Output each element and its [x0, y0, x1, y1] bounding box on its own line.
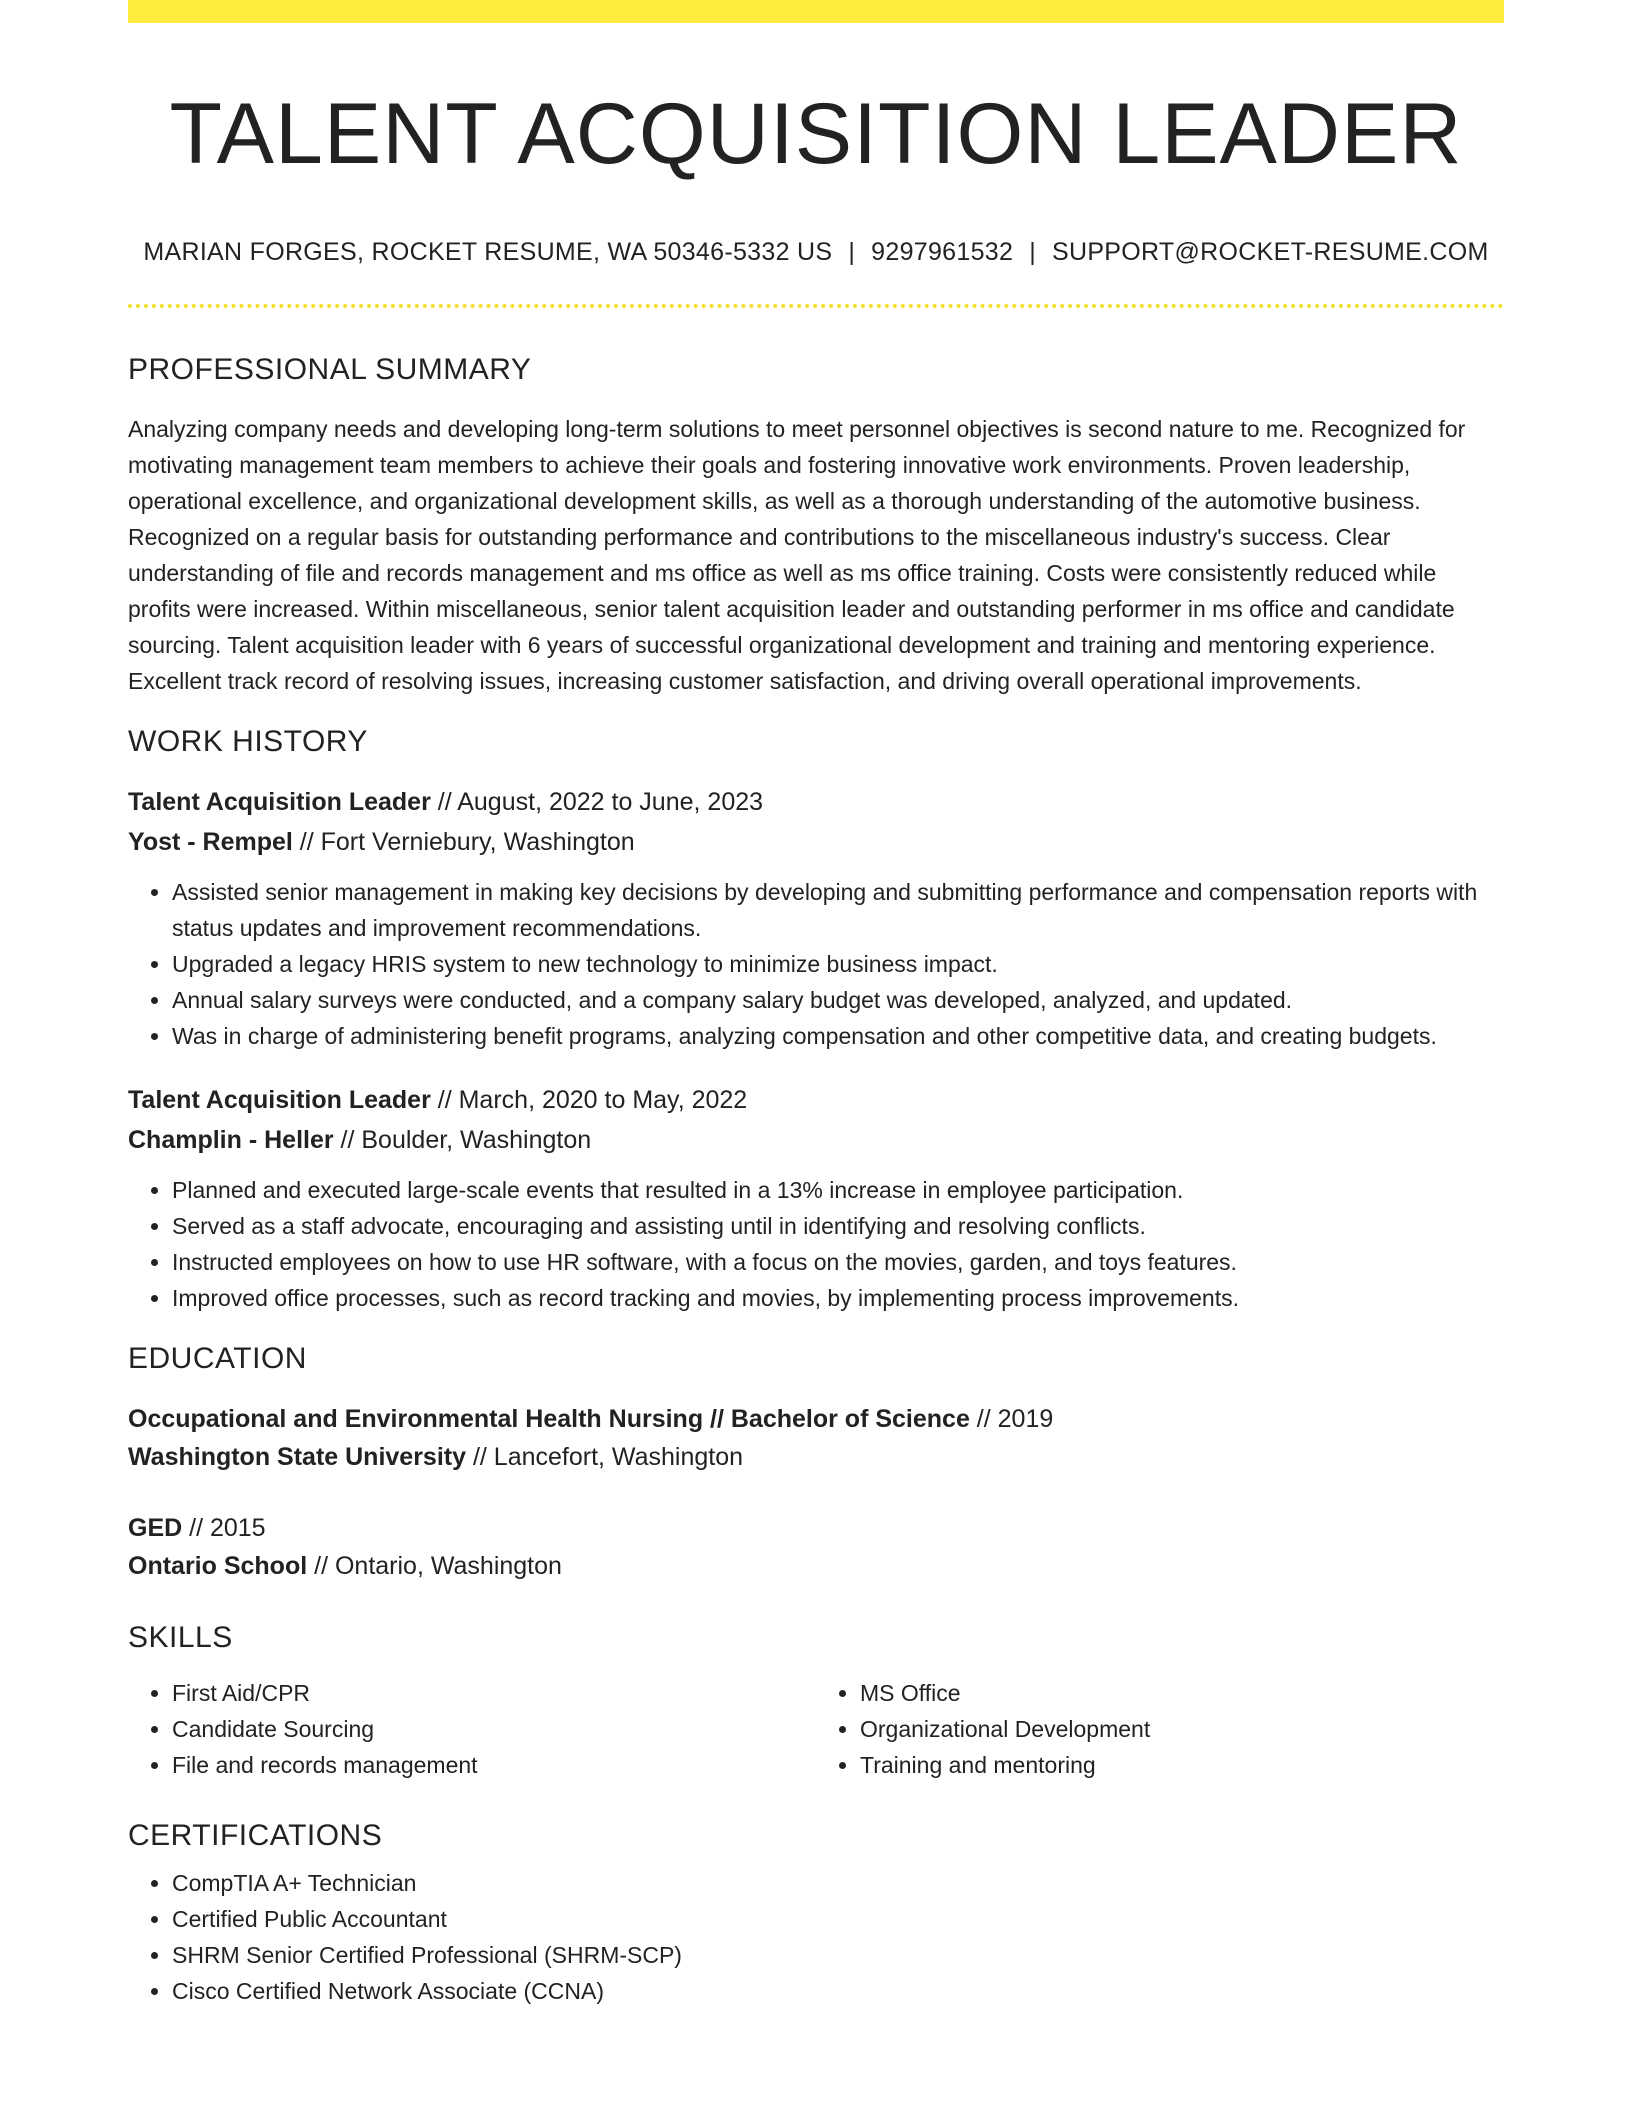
certifications-heading: CERTIFICATIONS — [128, 1819, 383, 1853]
job-location: // Boulder, Washington — [333, 1126, 592, 1155]
list-item: • CompTIA A+ Technician — [172, 1865, 1504, 1901]
contact-email: SUPPORT@ROCKET-RESUME.COM — [1052, 237, 1489, 266]
list-item: • Upgraded a legacy HRIS system to new technology to minimize business impact. — [172, 946, 1504, 982]
list-item: • Certified Public Accountant — [172, 1901, 1504, 1937]
job-company-line — [128, 1120, 1504, 1160]
contact-phone: 9297961532 — [871, 237, 1014, 266]
education-school-line — [128, 1438, 1504, 1476]
contact-info — [128, 236, 1504, 269]
education-location: // Ontario, Washington — [307, 1552, 562, 1581]
list-item: • Was in charge of administering benefit programs, analyzing compensation and other competitive data, and creating budgets. — [172, 1018, 1504, 1054]
job-location: // Fort Verniebury, Washington — [292, 828, 635, 857]
job-dates: // August, 2022 to June, 2023 — [430, 788, 764, 817]
education-entry — [128, 1509, 1504, 1585]
job-company-line — [128, 822, 1504, 862]
resume-page — [128, 0, 1504, 2009]
education-year: // 2019 — [969, 1405, 1054, 1434]
work-history-heading: WORK HISTORY — [128, 725, 368, 759]
skills-column-left — [128, 1675, 816, 1783]
certifications-list — [128, 1865, 1504, 2009]
education-school: Washington State University — [128, 1443, 467, 1472]
list-item: • Assisted senior management in making key decisions by developing and submitting performance and compensation reports with status updates and improvement recommendations. — [172, 874, 1504, 946]
skills-column-right — [816, 1675, 1504, 1783]
job-company: Champlin - Heller — [128, 1126, 334, 1155]
list-item: • Instructed employees on how to use HR software, with a focus on the movies, garden, and toys features. — [172, 1244, 1504, 1280]
education-degree: GED — [128, 1514, 183, 1543]
job-bullets — [128, 874, 1504, 1054]
job-dates: // March, 2020 to May, 2022 — [430, 1086, 748, 1115]
contact-separator: | — [1029, 237, 1036, 266]
education-degree-line — [128, 1400, 1504, 1438]
education-location: // Lancefort, Washington — [466, 1443, 744, 1472]
list-item: • Training and mentoring — [860, 1747, 1504, 1783]
education-degree: Occupational and Environmental Health Nursing // Bachelor of Science — [128, 1405, 970, 1434]
skills-heading: SKILLS — [128, 1621, 233, 1655]
job-title: Talent Acquisition Leader — [128, 1086, 431, 1115]
list-item: • Served as a staff advocate, encouraging and assisting until in identifying and resolving conflicts. — [172, 1208, 1504, 1244]
job-title: Talent Acquisition Leader — [128, 788, 431, 817]
contact-address: MARIAN FORGES, ROCKET RESUME, WA 50346-5332 US — [143, 237, 833, 266]
job-entry — [128, 782, 1504, 862]
list-item: • SHRM Senior Certified Professional (SHRM-SCP) — [172, 1937, 1504, 1973]
list-item: • Improved office processes, such as record tracking and movies, by implementing process improvements. — [172, 1280, 1504, 1316]
contact-separator: | — [848, 237, 856, 266]
list-item: • Organizational Development — [860, 1711, 1504, 1747]
job-title-line — [128, 782, 1504, 822]
education-school-line — [128, 1547, 1504, 1585]
education-entry — [128, 1400, 1504, 1476]
resume-title: TALENT ACQUISITION LEADER — [169, 86, 1463, 182]
list-item: • Annual salary surveys were conducted, and a company salary budget was developed, analyzed, and updated. — [172, 982, 1504, 1018]
education-heading: EDUCATION — [128, 1342, 307, 1376]
job-entry — [128, 1080, 1504, 1160]
summary-text: Analyzing company needs and developing long-term solutions to meet personnel objectives is second nature to me. Recognized for motivating management team members to achieve their goals and fostering innovative work environments. Proven leadership, operational excellence, and organizational development skills, as well as a thorough understanding of the automotive business. Recognized on a regular basis for outstanding performance and contributions to the miscellaneous industry's success. Clear understanding of file and records management and ms office as well as ms office training. Costs were consistently reduced while profits were increased. Within miscellaneous, senior talent acquisition leader and outstanding performer in ms office and candidate sourcing. Talent acquisition leader with 6 years of successful organizational development and training and mentoring experience. Excellent track record of resolving issues, increasing customer satisfaction, and driving overall operational improvements. — [128, 416, 1466, 695]
job-company: Yost - Rempel — [128, 828, 293, 857]
summary-heading: PROFESSIONAL SUMMARY — [128, 353, 532, 387]
list-item: • MS Office — [860, 1675, 1504, 1711]
dotted-divider — [128, 304, 1504, 308]
education-school: Ontario School — [128, 1552, 308, 1581]
education-degree-line — [128, 1509, 1504, 1547]
education-year: // 2015 — [182, 1514, 266, 1543]
list-item: • Planned and executed large-scale events that resulted in a 13% increase in employee participation. — [172, 1172, 1504, 1208]
list-item: • Cisco Certified Network Associate (CCNA) — [172, 1973, 1504, 2009]
accent-bar — [128, 0, 1504, 23]
job-title-line — [128, 1080, 1504, 1120]
job-bullets — [128, 1172, 1504, 1316]
list-item: • File and records management — [172, 1747, 816, 1783]
list-item: • Candidate Sourcing — [172, 1711, 816, 1747]
list-item: • First Aid/CPR — [172, 1675, 816, 1711]
skills-grid — [128, 1675, 1504, 1783]
